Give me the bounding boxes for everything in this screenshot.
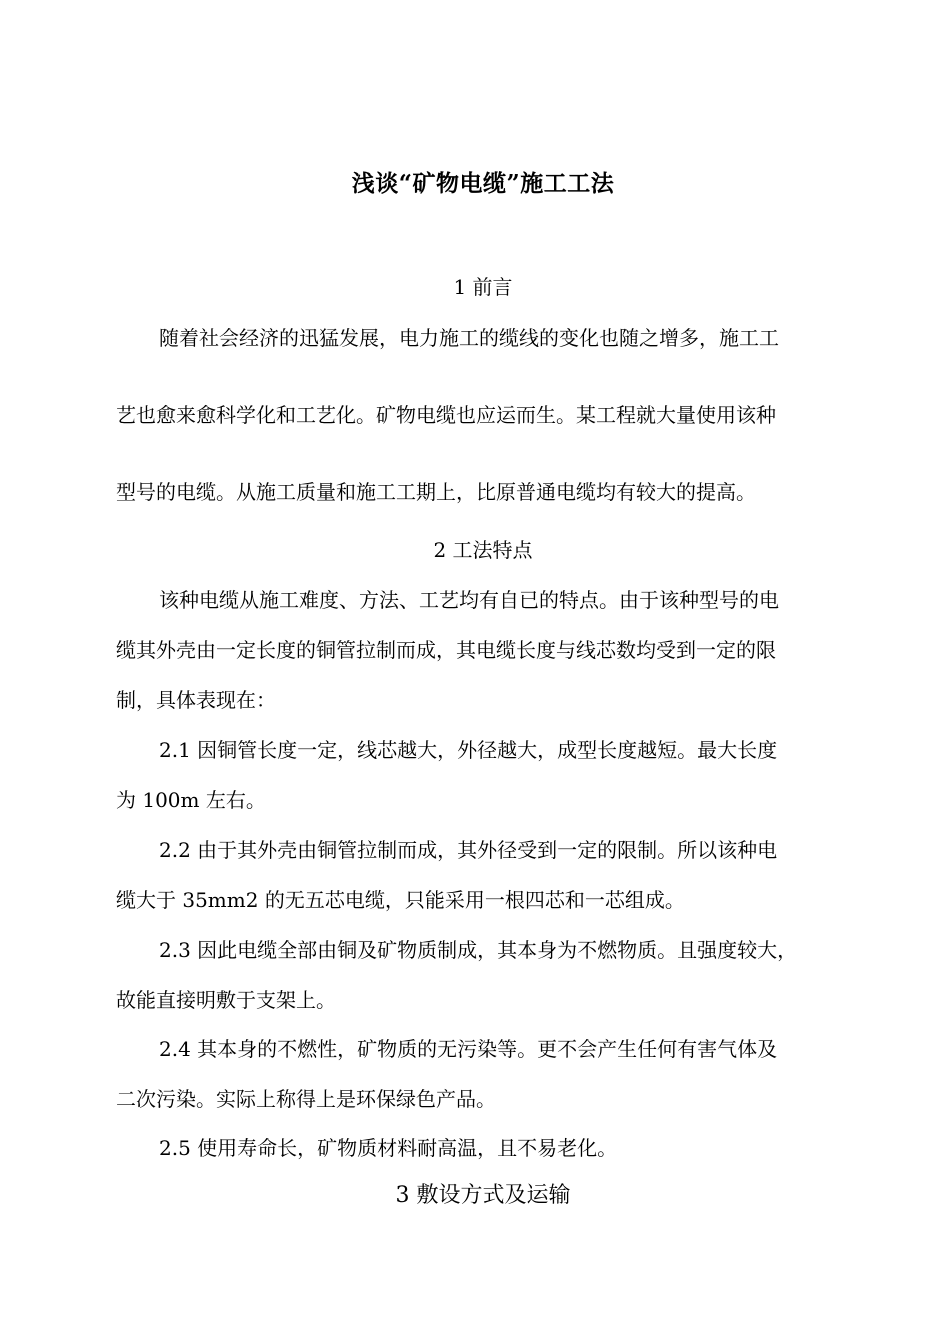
paragraph-line: 2.3 因此电缆全部由铜及矿物质制成，其本身为不燃物质。且强度较大， [159,938,798,962]
section-heading-laying: 3 敷设方式及运输 [395,1183,571,1208]
foreword-paragraph [116,323,856,507]
feature-item-2-3 [116,935,856,1015]
paragraph-line: 该种电缆从施工难度、方法、工艺均有自已的特点。由于该种型号的电 [159,588,779,612]
feature-item-2-2 [116,835,856,915]
paragraph-line: 制，具体表现在： [116,688,276,712]
paragraph-line: 为 100m 左右。 [116,788,266,812]
paragraph-line: 缆大于 35mm2 的无五芯电缆，只能采用一根四芯和一芯组成。 [116,888,685,912]
section-heading-features: 2 工法特点 [433,538,533,562]
feature-item-2-1 [116,735,856,815]
paragraph-line: 艺也愈来愈科学化和工艺化。矿物电缆也应运而生。某工程就大量使用该种 [116,403,776,427]
feature-item-2-4 [116,1034,856,1114]
paragraph-line: 2.4 其本身的不燃性，矿物质的无污染等。更不会产生任何有害气体及 [159,1037,778,1061]
paragraph-line: 2.1 因铜管长度一定，线芯越大，外径越大，成型长度越短。最大长度 [159,738,778,762]
paragraph-line: 二次污染。实际上称得上是环保绿色产品。 [116,1087,496,1111]
features-intro-paragraph [116,585,856,715]
document-title: 浅谈“矿物电缆”施工工法 [351,170,615,197]
paragraph-line: 型号的电缆。从施工质量和施工工期上，比原普通电缆均有较大的提高。 [116,480,756,504]
paragraph-line: 2.5 使用寿命长，矿物质材料耐高温，且不易老化。 [159,1136,618,1160]
paragraph-line: 随着社会经济的迅猛发展，电力施工的缆线的变化也随之增多，施工工 [159,326,779,350]
section-heading-foreword: 1 前言 [453,275,513,299]
paragraph-line: 2.2 由于其外壳由铜管拉制而成，其外径受到一定的限制。所以该种电 [159,838,778,862]
paragraph-line: 缆其外壳由一定长度的铜管拉制而成，其电缆长度与线芯数均受到一定的限 [116,638,776,662]
feature-item-2-5 [116,1133,856,1163]
paragraph-line: 故能直接明敷于支架上。 [116,988,336,1012]
